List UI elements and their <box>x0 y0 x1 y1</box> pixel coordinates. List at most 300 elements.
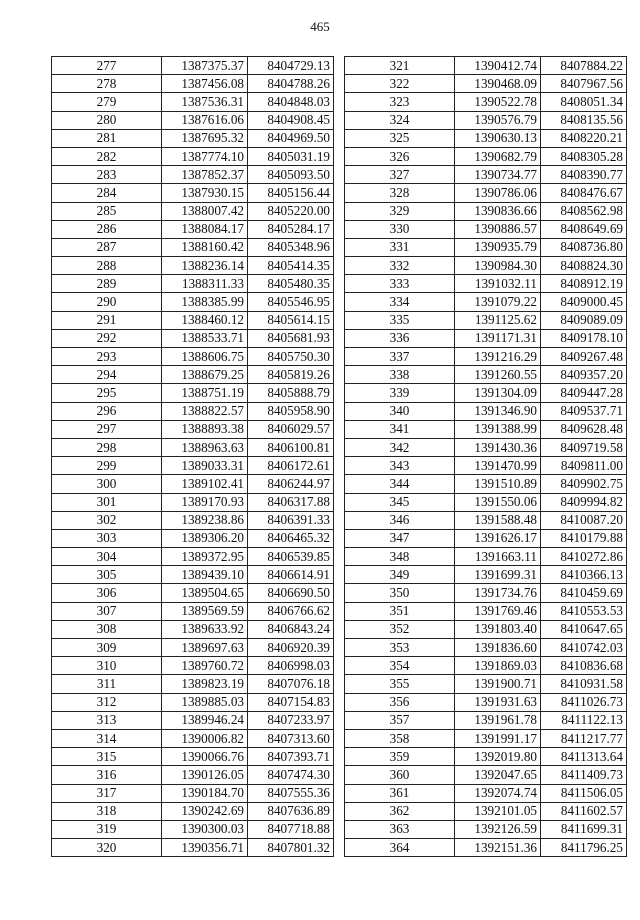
x-coordinate-cell: 1391216.29 <box>455 348 541 366</box>
point-number-cell: 344 <box>345 475 455 493</box>
table-row <box>52 402 334 420</box>
y-coordinate-cell: 8406843.24 <box>248 620 334 638</box>
table-row <box>345 202 627 220</box>
point-number-cell: 302 <box>52 511 162 529</box>
point-number-cell: 356 <box>345 693 455 711</box>
y-coordinate-cell: 8408390.77 <box>541 166 627 184</box>
table-row <box>52 457 334 475</box>
table-row <box>52 784 334 802</box>
table-row <box>52 493 334 511</box>
table-row <box>52 657 334 675</box>
point-number-cell: 335 <box>345 311 455 329</box>
table-row <box>345 729 627 747</box>
x-coordinate-cell: 1387852.37 <box>162 166 248 184</box>
table-row <box>345 93 627 111</box>
table-row <box>52 202 334 220</box>
table-row <box>345 457 627 475</box>
x-coordinate-cell: 1391663.11 <box>455 548 541 566</box>
x-coordinate-cell: 1391991.17 <box>455 729 541 747</box>
x-coordinate-cell: 1391125.62 <box>455 311 541 329</box>
point-number-cell: 327 <box>345 166 455 184</box>
y-coordinate-cell: 8406998.03 <box>248 657 334 675</box>
point-number-cell: 315 <box>52 748 162 766</box>
point-number-cell: 345 <box>345 493 455 511</box>
x-coordinate-cell: 1391769.46 <box>455 602 541 620</box>
table-row <box>52 57 334 75</box>
y-coordinate-cell: 8406100.81 <box>248 438 334 456</box>
y-coordinate-cell: 8410553.53 <box>541 602 627 620</box>
y-coordinate-cell: 8405888.79 <box>248 384 334 402</box>
y-coordinate-cell: 8408135.56 <box>541 111 627 129</box>
x-coordinate-cell: 1387375.37 <box>162 57 248 75</box>
table-row <box>52 293 334 311</box>
point-number-cell: 313 <box>52 711 162 729</box>
x-coordinate-cell: 1388236.14 <box>162 257 248 275</box>
point-number-cell: 336 <box>345 329 455 347</box>
table-row <box>345 275 627 293</box>
table-row <box>345 420 627 438</box>
y-coordinate-cell: 8405220.00 <box>248 202 334 220</box>
point-number-cell: 283 <box>52 166 162 184</box>
table-row <box>345 438 627 456</box>
table-row <box>345 566 627 584</box>
x-coordinate-cell: 1391079.22 <box>455 293 541 311</box>
y-coordinate-cell: 8409994.82 <box>541 493 627 511</box>
point-number-cell: 326 <box>345 147 455 165</box>
point-number-cell: 331 <box>345 238 455 256</box>
table-row <box>52 438 334 456</box>
y-coordinate-cell: 8406766.62 <box>248 602 334 620</box>
x-coordinate-cell: 1388963.63 <box>162 438 248 456</box>
point-number-cell: 364 <box>345 839 455 857</box>
y-coordinate-cell: 8408649.69 <box>541 220 627 238</box>
table-row <box>52 329 334 347</box>
x-coordinate-cell: 1387536.31 <box>162 93 248 111</box>
y-coordinate-cell: 8406029.57 <box>248 420 334 438</box>
y-coordinate-cell: 8405819.26 <box>248 366 334 384</box>
table-row <box>345 311 627 329</box>
coordinates-table-right <box>344 56 627 857</box>
x-coordinate-cell: 1391961.78 <box>455 711 541 729</box>
table-row <box>345 147 627 165</box>
x-coordinate-cell: 1389439.10 <box>162 566 248 584</box>
x-coordinate-cell: 1390066.76 <box>162 748 248 766</box>
y-coordinate-cell: 8404969.50 <box>248 129 334 147</box>
y-coordinate-cell: 8407076.18 <box>248 675 334 693</box>
x-coordinate-cell: 1390886.57 <box>455 220 541 238</box>
x-coordinate-cell: 1389504.65 <box>162 584 248 602</box>
point-number-cell: 332 <box>345 257 455 275</box>
point-number-cell: 338 <box>345 366 455 384</box>
x-coordinate-cell: 1388679.25 <box>162 366 248 384</box>
point-number-cell: 278 <box>52 75 162 93</box>
point-number-cell: 346 <box>345 511 455 529</box>
table-row <box>345 475 627 493</box>
y-coordinate-cell: 8405546.95 <box>248 293 334 311</box>
point-number-cell: 324 <box>345 111 455 129</box>
y-coordinate-cell: 8409357.20 <box>541 366 627 384</box>
point-number-cell: 284 <box>52 184 162 202</box>
y-coordinate-cell: 8411217.77 <box>541 729 627 747</box>
table-row <box>52 729 334 747</box>
x-coordinate-cell: 1387695.32 <box>162 129 248 147</box>
point-number-cell: 347 <box>345 529 455 547</box>
point-number-cell: 303 <box>52 529 162 547</box>
point-number-cell: 325 <box>345 129 455 147</box>
table-row <box>345 602 627 620</box>
point-number-cell: 352 <box>345 620 455 638</box>
y-coordinate-cell: 8409089.09 <box>541 311 627 329</box>
point-number-cell: 282 <box>52 147 162 165</box>
table-row <box>345 657 627 675</box>
table-row <box>345 184 627 202</box>
y-coordinate-cell: 8407233.97 <box>248 711 334 729</box>
x-coordinate-cell: 1392074.74 <box>455 784 541 802</box>
point-number-cell: 300 <box>52 475 162 493</box>
point-number-cell: 297 <box>52 420 162 438</box>
table-row <box>52 693 334 711</box>
x-coordinate-cell: 1387616.06 <box>162 111 248 129</box>
x-coordinate-cell: 1388460.12 <box>162 311 248 329</box>
x-coordinate-cell: 1390184.70 <box>162 784 248 802</box>
point-number-cell: 299 <box>52 457 162 475</box>
point-number-cell: 277 <box>52 57 162 75</box>
x-coordinate-cell: 1391900.71 <box>455 675 541 693</box>
x-coordinate-cell: 1391734.76 <box>455 584 541 602</box>
x-coordinate-cell: 1390935.79 <box>455 238 541 256</box>
y-coordinate-cell: 8410459.69 <box>541 584 627 602</box>
x-coordinate-cell: 1389569.59 <box>162 602 248 620</box>
point-number-cell: 290 <box>52 293 162 311</box>
table-row <box>52 166 334 184</box>
point-number-cell: 285 <box>52 202 162 220</box>
x-coordinate-cell: 1390300.03 <box>162 820 248 838</box>
x-coordinate-cell: 1390984.30 <box>455 257 541 275</box>
y-coordinate-cell: 8406690.50 <box>248 584 334 602</box>
y-coordinate-cell: 8409178.10 <box>541 329 627 347</box>
y-coordinate-cell: 8404848.03 <box>248 93 334 111</box>
table-row <box>345 402 627 420</box>
y-coordinate-cell: 8405284.17 <box>248 220 334 238</box>
table-row <box>345 384 627 402</box>
table-row <box>52 584 334 602</box>
y-coordinate-cell: 8405031.19 <box>248 147 334 165</box>
point-number-cell: 349 <box>345 566 455 584</box>
y-coordinate-cell: 8405348.96 <box>248 238 334 256</box>
y-coordinate-cell: 8408824.30 <box>541 257 627 275</box>
table-row <box>52 348 334 366</box>
table-row <box>345 529 627 547</box>
point-number-cell: 362 <box>345 802 455 820</box>
y-coordinate-cell: 8411699.31 <box>541 820 627 838</box>
table-row <box>345 493 627 511</box>
y-coordinate-cell: 8409000.45 <box>541 293 627 311</box>
y-coordinate-cell: 8408736.80 <box>541 238 627 256</box>
x-coordinate-cell: 1391869.03 <box>455 657 541 675</box>
y-coordinate-cell: 8410179.88 <box>541 529 627 547</box>
point-number-cell: 314 <box>52 729 162 747</box>
x-coordinate-cell: 1392101.05 <box>455 802 541 820</box>
x-coordinate-cell: 1391304.09 <box>455 384 541 402</box>
y-coordinate-cell: 8409811.00 <box>541 457 627 475</box>
y-coordinate-cell: 8408305.28 <box>541 147 627 165</box>
x-coordinate-cell: 1390522.78 <box>455 93 541 111</box>
y-coordinate-cell: 8410647.65 <box>541 620 627 638</box>
y-coordinate-cell: 8405750.30 <box>248 348 334 366</box>
table-row <box>52 711 334 729</box>
x-coordinate-cell: 1389033.31 <box>162 457 248 475</box>
x-coordinate-cell: 1391588.48 <box>455 511 541 529</box>
point-number-cell: 320 <box>52 839 162 857</box>
point-number-cell: 334 <box>345 293 455 311</box>
x-coordinate-cell: 1390836.66 <box>455 202 541 220</box>
y-coordinate-cell: 8406391.33 <box>248 511 334 529</box>
y-coordinate-cell: 8407718.88 <box>248 820 334 838</box>
y-coordinate-cell: 8409447.28 <box>541 384 627 402</box>
table-row <box>52 129 334 147</box>
x-coordinate-cell: 1392047.65 <box>455 766 541 784</box>
point-number-cell: 321 <box>345 57 455 75</box>
x-coordinate-cell: 1389697.63 <box>162 639 248 657</box>
table-row <box>345 238 627 256</box>
point-number-cell: 298 <box>52 438 162 456</box>
point-number-cell: 339 <box>345 384 455 402</box>
point-number-cell: 355 <box>345 675 455 693</box>
point-number-cell: 348 <box>345 548 455 566</box>
table-row <box>345 511 627 529</box>
x-coordinate-cell: 1392126.59 <box>455 820 541 838</box>
table-row <box>345 820 627 838</box>
point-number-cell: 292 <box>52 329 162 347</box>
point-number-cell: 306 <box>52 584 162 602</box>
x-coordinate-cell: 1390734.77 <box>455 166 541 184</box>
y-coordinate-cell: 8408051.34 <box>541 93 627 111</box>
x-coordinate-cell: 1389823.19 <box>162 675 248 693</box>
point-number-cell: 357 <box>345 711 455 729</box>
x-coordinate-cell: 1391388.99 <box>455 420 541 438</box>
point-number-cell: 312 <box>52 693 162 711</box>
y-coordinate-cell: 8411602.57 <box>541 802 627 820</box>
y-coordinate-cell: 8409719.58 <box>541 438 627 456</box>
point-number-cell: 341 <box>345 420 455 438</box>
point-number-cell: 342 <box>345 438 455 456</box>
table-row <box>52 75 334 93</box>
x-coordinate-cell: 1391171.31 <box>455 329 541 347</box>
y-coordinate-cell: 8407393.71 <box>248 748 334 766</box>
table-row <box>52 184 334 202</box>
point-number-cell: 359 <box>345 748 455 766</box>
point-number-cell: 301 <box>52 493 162 511</box>
point-number-cell: 317 <box>52 784 162 802</box>
table-row <box>345 839 627 857</box>
point-number-cell: 287 <box>52 238 162 256</box>
table-row <box>52 511 334 529</box>
point-number-cell: 343 <box>345 457 455 475</box>
point-number-cell: 296 <box>52 402 162 420</box>
table-row <box>52 820 334 838</box>
point-number-cell: 295 <box>52 384 162 402</box>
table-row <box>52 384 334 402</box>
table-row <box>345 548 627 566</box>
x-coordinate-cell: 1388822.57 <box>162 402 248 420</box>
table-row <box>52 620 334 638</box>
y-coordinate-cell: 8406614.91 <box>248 566 334 584</box>
y-coordinate-cell: 8407884.22 <box>541 57 627 75</box>
point-number-cell: 353 <box>345 639 455 657</box>
x-coordinate-cell: 1391550.06 <box>455 493 541 511</box>
x-coordinate-cell: 1391626.17 <box>455 529 541 547</box>
table-row <box>345 129 627 147</box>
x-coordinate-cell: 1388084.17 <box>162 220 248 238</box>
x-coordinate-cell: 1389885.03 <box>162 693 248 711</box>
x-coordinate-cell: 1388385.99 <box>162 293 248 311</box>
table-row <box>52 548 334 566</box>
point-number-cell: 337 <box>345 348 455 366</box>
table-row <box>345 75 627 93</box>
table-row <box>345 748 627 766</box>
y-coordinate-cell: 8405093.50 <box>248 166 334 184</box>
x-coordinate-cell: 1390006.82 <box>162 729 248 747</box>
x-coordinate-cell: 1389633.92 <box>162 620 248 638</box>
y-coordinate-cell: 8410087.20 <box>541 511 627 529</box>
y-coordinate-cell: 8409537.71 <box>541 402 627 420</box>
point-number-cell: 308 <box>52 620 162 638</box>
table-row <box>345 293 627 311</box>
table-row <box>52 566 334 584</box>
y-coordinate-cell: 8407154.83 <box>248 693 334 711</box>
x-coordinate-cell: 1387930.15 <box>162 184 248 202</box>
point-number-cell: 291 <box>52 311 162 329</box>
point-number-cell: 323 <box>345 93 455 111</box>
x-coordinate-cell: 1390412.74 <box>455 57 541 75</box>
x-coordinate-cell: 1389102.41 <box>162 475 248 493</box>
table-row <box>345 711 627 729</box>
table-row <box>52 93 334 111</box>
y-coordinate-cell: 8410836.68 <box>541 657 627 675</box>
table-row <box>345 348 627 366</box>
y-coordinate-cell: 8409628.48 <box>541 420 627 438</box>
y-coordinate-cell: 8405958.90 <box>248 402 334 420</box>
x-coordinate-cell: 1390630.13 <box>455 129 541 147</box>
y-coordinate-cell: 8409267.48 <box>541 348 627 366</box>
table-row <box>52 675 334 693</box>
x-coordinate-cell: 1390242.69 <box>162 802 248 820</box>
table-row <box>52 766 334 784</box>
table-row <box>52 111 334 129</box>
point-number-cell: 358 <box>345 729 455 747</box>
x-coordinate-cell: 1391032.11 <box>455 275 541 293</box>
y-coordinate-cell: 8406172.61 <box>248 457 334 475</box>
page-number: 465 <box>310 19 330 34</box>
table-row <box>52 238 334 256</box>
point-number-cell: 354 <box>345 657 455 675</box>
y-coordinate-cell: 8408562.98 <box>541 202 627 220</box>
point-number-cell: 311 <box>52 675 162 693</box>
y-coordinate-cell: 8410366.13 <box>541 566 627 584</box>
x-coordinate-cell: 1388751.19 <box>162 384 248 402</box>
table-row <box>52 802 334 820</box>
y-coordinate-cell: 8407967.56 <box>541 75 627 93</box>
point-number-cell: 330 <box>345 220 455 238</box>
point-number-cell: 328 <box>345 184 455 202</box>
y-coordinate-cell: 8411122.13 <box>541 711 627 729</box>
y-coordinate-cell: 8407313.60 <box>248 729 334 747</box>
table-row <box>345 366 627 384</box>
y-coordinate-cell: 8405480.35 <box>248 275 334 293</box>
x-coordinate-cell: 1392151.36 <box>455 839 541 857</box>
y-coordinate-cell: 8410931.58 <box>541 675 627 693</box>
x-coordinate-cell: 1391836.60 <box>455 639 541 657</box>
table-row <box>345 784 627 802</box>
point-number-cell: 361 <box>345 784 455 802</box>
table-row <box>345 693 627 711</box>
y-coordinate-cell: 8408220.21 <box>541 129 627 147</box>
point-number-cell: 288 <box>52 257 162 275</box>
table-row <box>345 675 627 693</box>
table-row <box>52 147 334 165</box>
point-number-cell: 305 <box>52 566 162 584</box>
x-coordinate-cell: 1389760.72 <box>162 657 248 675</box>
x-coordinate-cell: 1391510.89 <box>455 475 541 493</box>
y-coordinate-cell: 8405614.15 <box>248 311 334 329</box>
y-coordinate-cell: 8411506.05 <box>541 784 627 802</box>
point-number-cell: 286 <box>52 220 162 238</box>
x-coordinate-cell: 1388311.33 <box>162 275 248 293</box>
y-coordinate-cell: 8410742.03 <box>541 639 627 657</box>
point-number-cell: 309 <box>52 639 162 657</box>
table-row <box>52 475 334 493</box>
x-coordinate-cell: 1391346.90 <box>455 402 541 420</box>
y-coordinate-cell: 8411313.64 <box>541 748 627 766</box>
x-coordinate-cell: 1389170.93 <box>162 493 248 511</box>
x-coordinate-cell: 1391931.63 <box>455 693 541 711</box>
x-coordinate-cell: 1392019.80 <box>455 748 541 766</box>
table-row <box>345 329 627 347</box>
x-coordinate-cell: 1389238.86 <box>162 511 248 529</box>
table-row <box>52 839 334 857</box>
point-number-cell: 307 <box>52 602 162 620</box>
table-row <box>52 220 334 238</box>
point-number-cell: 322 <box>345 75 455 93</box>
x-coordinate-cell: 1390682.79 <box>455 147 541 165</box>
y-coordinate-cell: 8406539.85 <box>248 548 334 566</box>
x-coordinate-cell: 1387456.08 <box>162 75 248 93</box>
y-coordinate-cell: 8404729.13 <box>248 57 334 75</box>
y-coordinate-cell: 8406465.32 <box>248 529 334 547</box>
y-coordinate-cell: 8411026.73 <box>541 693 627 711</box>
x-coordinate-cell: 1391699.31 <box>455 566 541 584</box>
point-number-cell: 350 <box>345 584 455 602</box>
point-number-cell: 340 <box>345 402 455 420</box>
point-number-cell: 329 <box>345 202 455 220</box>
y-coordinate-cell: 8407636.89 <box>248 802 334 820</box>
point-number-cell: 333 <box>345 275 455 293</box>
y-coordinate-cell: 8407555.36 <box>248 784 334 802</box>
x-coordinate-cell: 1388893.38 <box>162 420 248 438</box>
x-coordinate-cell: 1390576.79 <box>455 111 541 129</box>
x-coordinate-cell: 1389306.20 <box>162 529 248 547</box>
x-coordinate-cell: 1388533.71 <box>162 329 248 347</box>
y-coordinate-cell: 8411796.25 <box>541 839 627 857</box>
y-coordinate-cell: 8405681.93 <box>248 329 334 347</box>
table-row <box>52 366 334 384</box>
table-row <box>345 584 627 602</box>
y-coordinate-cell: 8404908.45 <box>248 111 334 129</box>
x-coordinate-cell: 1390126.05 <box>162 766 248 784</box>
x-coordinate-cell: 1389946.24 <box>162 711 248 729</box>
point-number-cell: 316 <box>52 766 162 784</box>
point-number-cell: 319 <box>52 820 162 838</box>
